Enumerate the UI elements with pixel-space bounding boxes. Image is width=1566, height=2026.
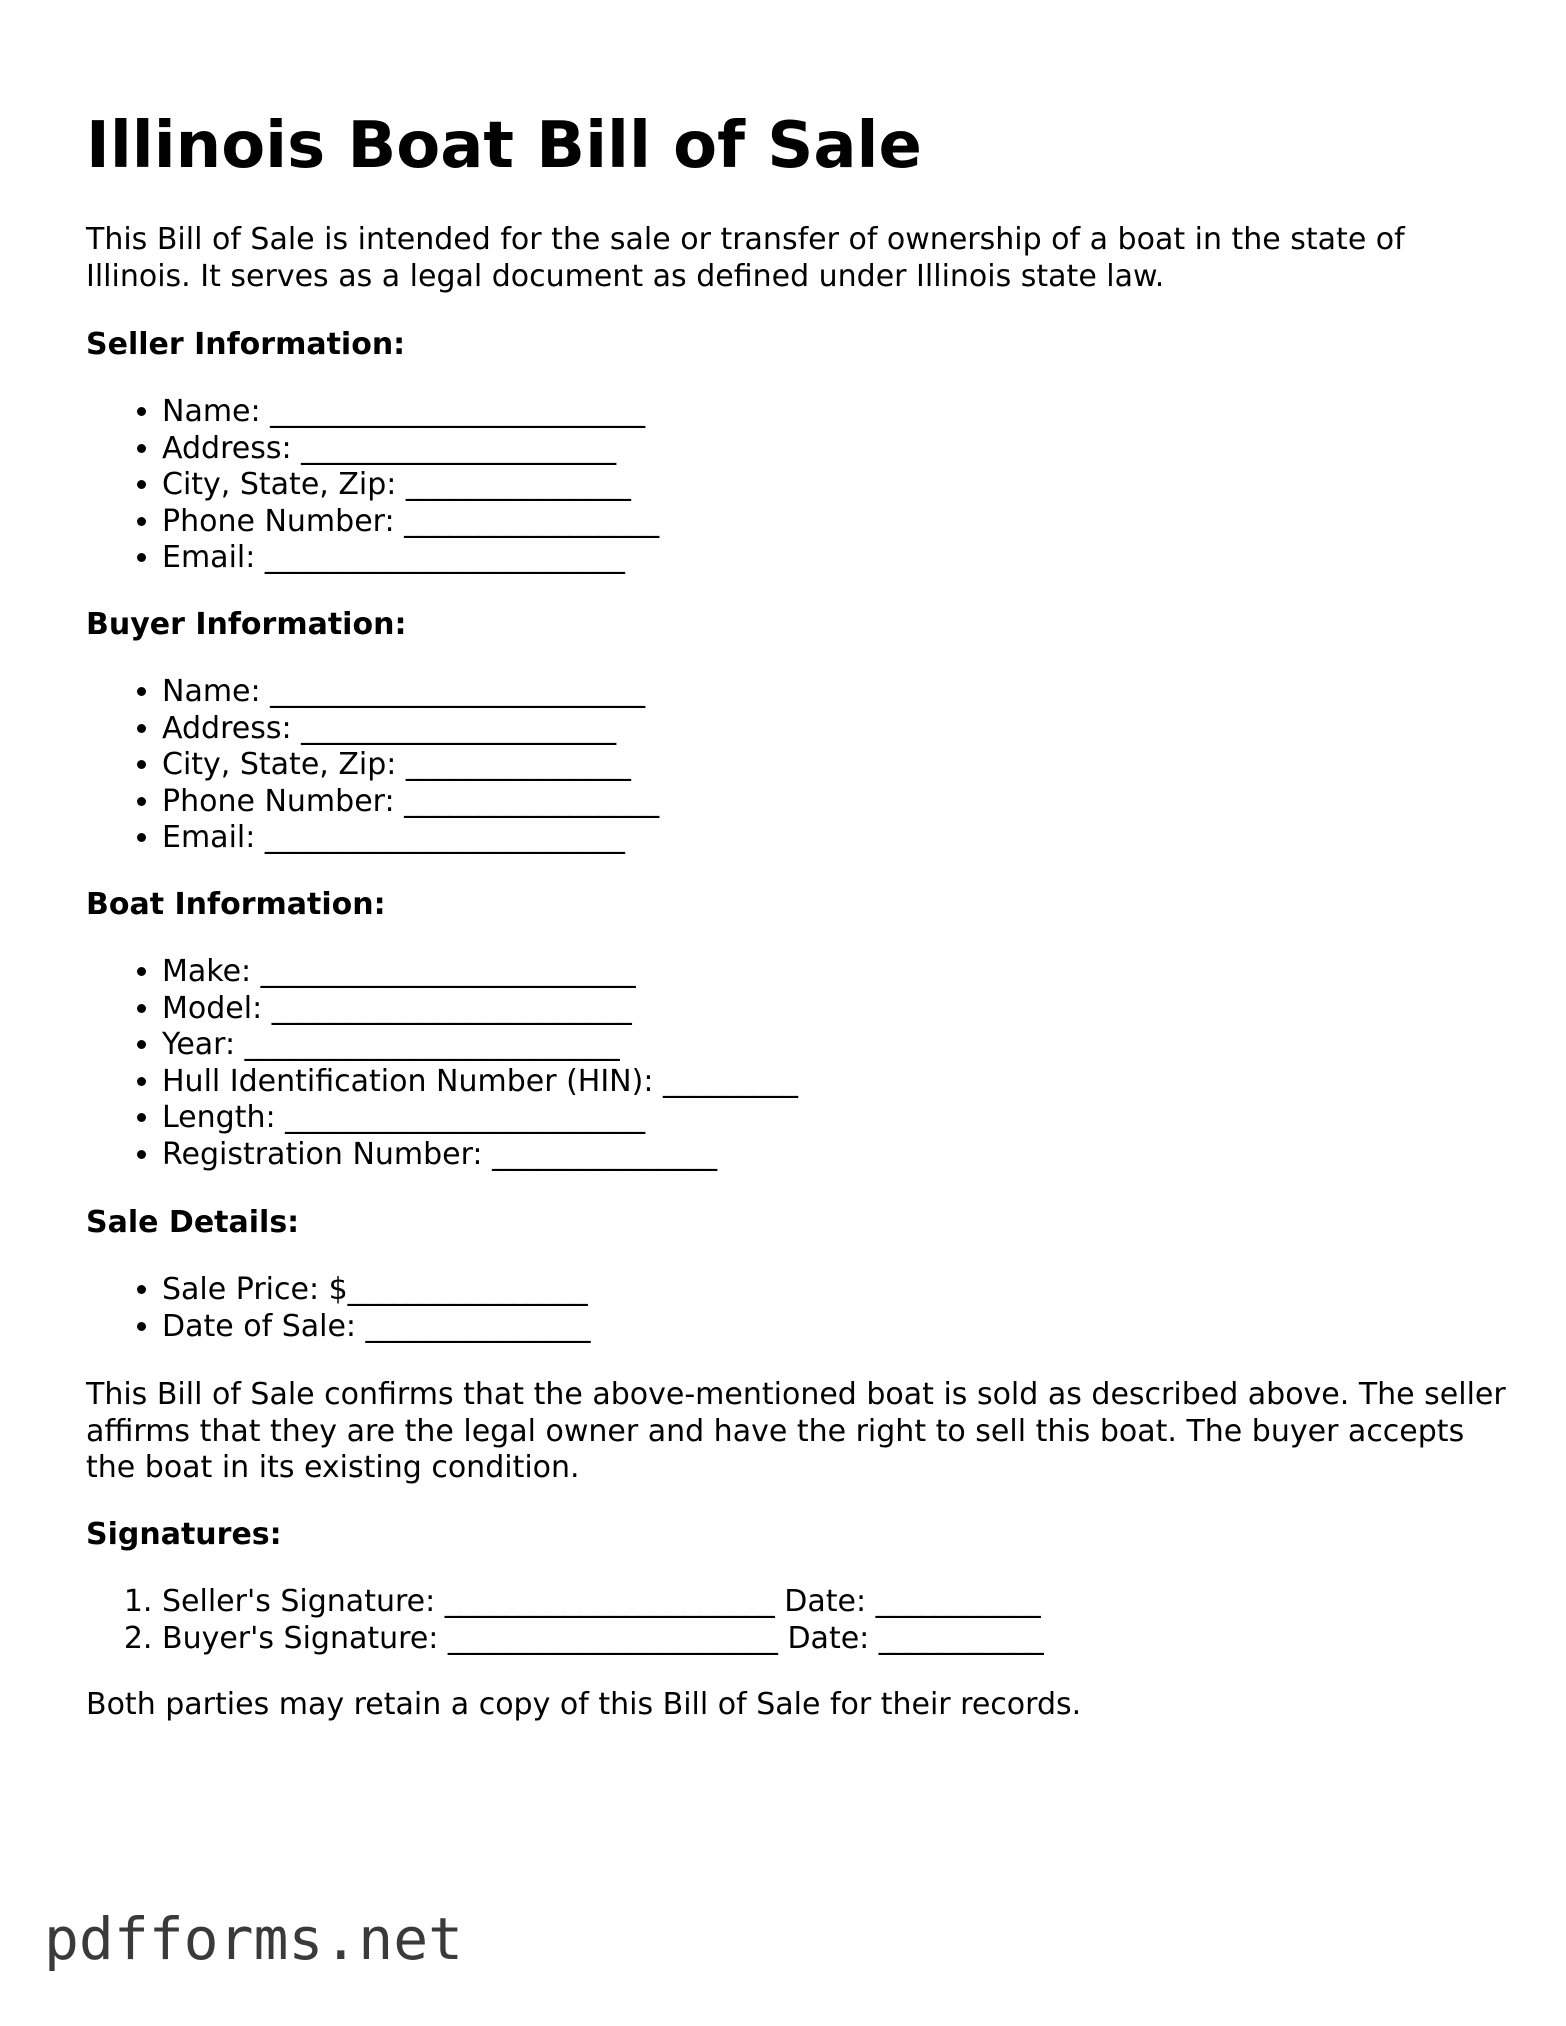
closing-paragraph: Both parties may retain a copy of this Bill of Sale for their records. xyxy=(86,1687,1082,1722)
signatures-heading: Signatures: xyxy=(86,1517,282,1552)
boat-year-field[interactable]: • Year: _________________________ xyxy=(162,1027,798,1064)
document-title: Illinois Boat Bill of Sale xyxy=(86,109,922,183)
sale-heading: Sale Details: xyxy=(86,1205,300,1240)
seller-phone-field[interactable]: • Phone Number: _________________ xyxy=(162,504,659,541)
seller-heading: Seller Information: xyxy=(86,327,406,362)
buyer-name-field[interactable]: • Name: _________________________ xyxy=(162,674,659,711)
watermark-logo: pdfforms.net xyxy=(44,1905,464,1973)
intro-paragraph: This Bill of Sale is intended for the sale or transfer of ownership of a boat in the state of Illinois. It serves as a legal document as defined under Illinois state law. xyxy=(86,222,1405,294)
boat-model-field[interactable]: • Model: ________________________ xyxy=(162,991,798,1028)
seller-name-field[interactable]: • Name: _________________________ xyxy=(162,394,659,431)
signatures-list xyxy=(86,1584,1044,1657)
sale-date-field[interactable]: • Date of Sale: _______________ xyxy=(162,1309,591,1346)
sale-list xyxy=(86,1272,591,1345)
seller-city-state-zip-field[interactable]: • City, State, Zip: _______________ xyxy=(162,467,659,504)
buyer-phone-field[interactable]: • Phone Number: _________________ xyxy=(162,784,659,821)
seller-signature-line[interactable]: 1. Seller's Signature: ______________________ Date: ___________ xyxy=(162,1584,1044,1621)
boat-hin-field[interactable]: • Hull Identification Number (HIN): _________ xyxy=(162,1064,798,1101)
buyer-list xyxy=(86,674,659,857)
boat-heading: Boat Information: xyxy=(86,887,386,922)
seller-address-field[interactable]: • Address: _____________________ xyxy=(162,431,659,468)
seller-list xyxy=(86,394,659,577)
seller-email-field[interactable]: • Email: ________________________ xyxy=(162,540,659,577)
boat-length-field[interactable]: • Length: ________________________ xyxy=(162,1100,798,1137)
confirmation-paragraph: This Bill of Sale confirms that the above-mentioned boat is sold as described above. The seller affirms that they are the legal owner and have the right to sell this boat. The buyer accepts the boat in its existing condition. xyxy=(86,1377,1506,1485)
boat-make-field[interactable]: • Make: _________________________ xyxy=(162,954,798,991)
buyer-heading: Buyer Information: xyxy=(86,607,407,642)
buyer-city-state-zip-field[interactable]: • City, State, Zip: _______________ xyxy=(162,747,659,784)
sale-price-field[interactable]: • Sale Price: $________________ xyxy=(162,1272,591,1309)
boat-registration-field[interactable]: • Registration Number: _______________ xyxy=(162,1137,798,1174)
boat-list xyxy=(86,954,798,1173)
buyer-address-field[interactable]: • Address: _____________________ xyxy=(162,711,659,748)
buyer-email-field[interactable]: • Email: ________________________ xyxy=(162,820,659,857)
buyer-signature-line[interactable]: 2. Buyer's Signature: ______________________ Date: ___________ xyxy=(162,1621,1044,1658)
